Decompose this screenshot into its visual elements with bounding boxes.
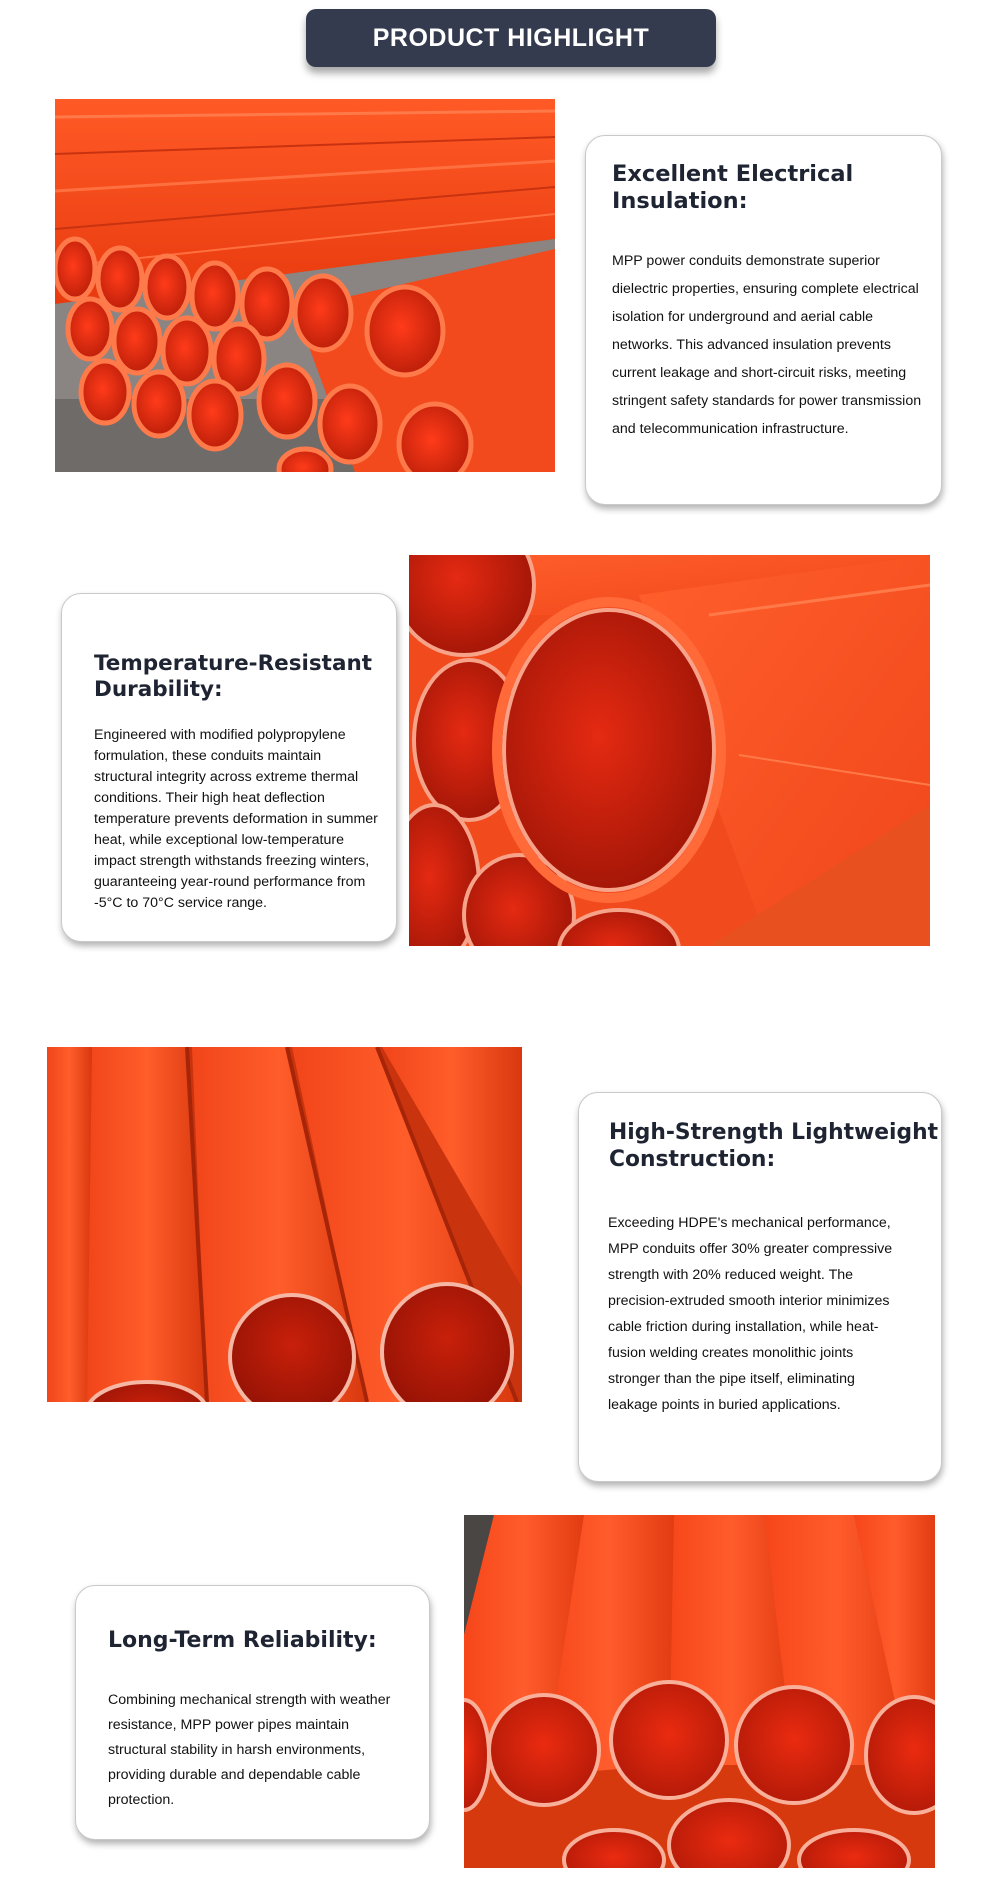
feature-description: Exceeding HDPE's mechanical performance, MPP conduits offer 30% greater compressive strength with 20% reduced weight. The precision-extruded smooth interior minimizes cable friction during installation, while heat-fusion welding creates monolithic joints stronger than the pipe itself, eliminating leakage points in buried applications. xyxy=(608,1215,893,1413)
feature-card-lightweight-construction xyxy=(578,1092,942,1482)
header-title: PRODUCT HIGHLIGHT xyxy=(372,23,650,52)
feature-description: Engineered with modified polypropylene formulation, these conduits maintain structural integrity across extreme thermal conditions. Their high heat deflection temperature prevents deformation in summer heat, while exceptional low-temperature impact strength withstands freezing winters, guaranteeing year-round performance from -5°C to 70°C service range. xyxy=(94,727,378,911)
feature-description: MPP power conduits demonstrate superior dielectric properties, ensuring complete electrical isolation for underground and aerial cable networks. This advanced insulation prevents current leakage and short-circuit risks, meeting stringent safety standards for power transmission and telecommunication infrastructure. xyxy=(612,253,922,437)
pipe-end-closeup-photo xyxy=(409,555,930,946)
feature-description: Combining mechanical strength with weather resistance, MPP power pipes maintain structural stability in harsh environments, providing durable and dependable cable protection. xyxy=(108,1692,391,1808)
stacked-orange-pipes-photo xyxy=(55,99,555,472)
feature-card-long-term-reliability xyxy=(75,1585,430,1840)
feature-title: Long-Term Reliability: xyxy=(108,1628,377,1653)
diagonal-pipes-photo xyxy=(47,1047,522,1402)
feature-title: Temperature-Resistant Durability: xyxy=(94,651,373,703)
feature-card-electrical-insulation xyxy=(585,135,942,505)
feature-card-temperature-durability xyxy=(61,593,397,942)
product-highlight-header xyxy=(306,9,716,67)
feature-title: High-Strength Lightweight Construction: xyxy=(609,1120,939,1172)
pipe-row-photo xyxy=(464,1515,935,1868)
feature-title: Excellent Electrical Insulation: xyxy=(612,161,854,215)
